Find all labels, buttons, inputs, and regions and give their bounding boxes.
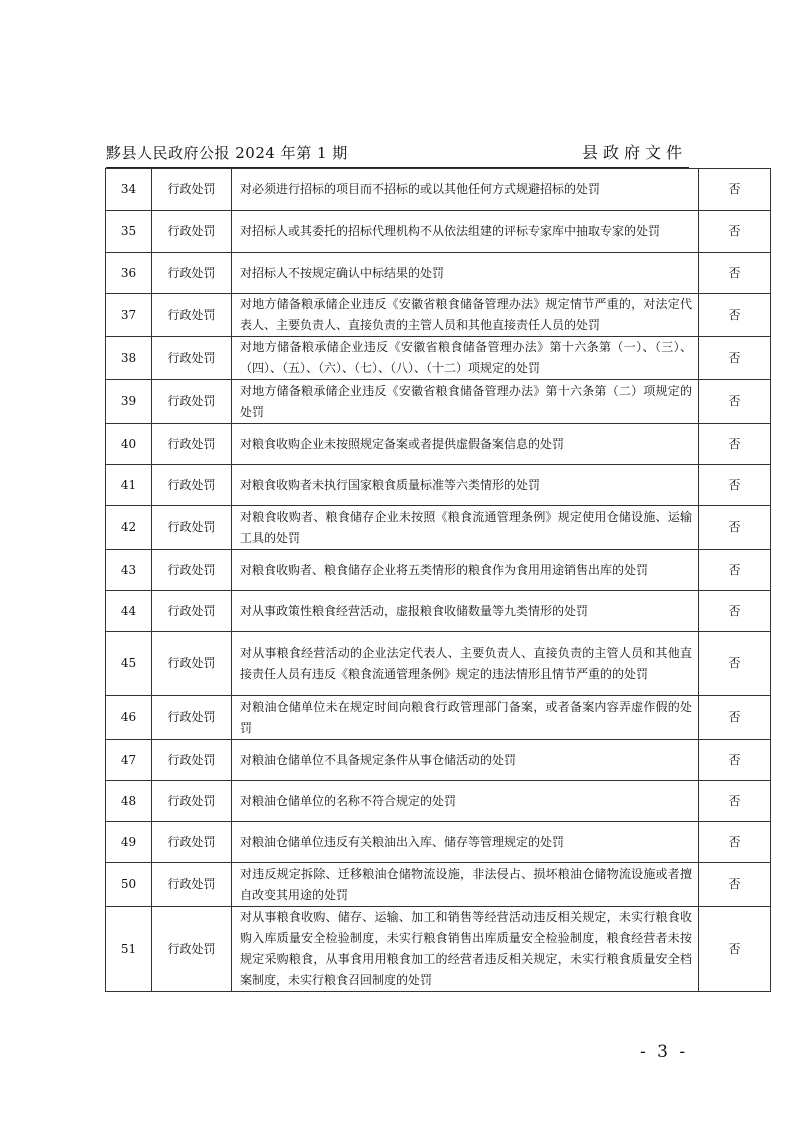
- row-type: 行政处罚: [152, 907, 232, 992]
- row-type: 行政处罚: [152, 294, 232, 337]
- row-description: 对粮食收购企业未按照规定备案或者提供虚假备案信息的处罚: [232, 424, 699, 465]
- row-flag: 否: [699, 294, 771, 337]
- row-description: 对粮油仓储单位不具备规定条件从事仓储活动的处罚: [232, 740, 699, 781]
- row-number: 41: [106, 465, 152, 506]
- row-description: 对粮油仓储单位的名称不符合规定的处罚: [232, 781, 699, 822]
- row-number: 44: [106, 591, 152, 632]
- row-number: 34: [106, 169, 152, 211]
- table-row: [106, 253, 771, 294]
- row-flag: 否: [699, 424, 771, 465]
- row-description: 对从事政策性粮食经营活动，虚报粮食收储数量等九类情形的处罚: [232, 591, 699, 632]
- row-flag: 否: [699, 591, 771, 632]
- row-description: 对招标人或其委托的招标代理机构不从依法组建的评标专家库中抽取专家的处罚: [232, 211, 699, 253]
- table-row: [106, 822, 771, 863]
- row-number: 35: [106, 211, 152, 253]
- row-description: 对地方储备粮承储企业违反《安徽省粮食储备管理办法》规定情节严重的，对法定代表人、主要负责人、直接负责的主管人员和其他直接责任人员的处罚: [232, 294, 699, 337]
- page-header: [106, 141, 689, 168]
- row-type: 行政处罚: [152, 253, 232, 294]
- row-number: 38: [106, 337, 152, 380]
- section-title: 县政府文件: [581, 143, 687, 162]
- table-row: [106, 740, 771, 781]
- row-flag: 否: [699, 169, 771, 211]
- table-row: [106, 696, 771, 740]
- row-type: 行政处罚: [152, 550, 232, 591]
- table-row: [106, 211, 771, 253]
- row-flag: 否: [699, 781, 771, 822]
- table-row: [106, 550, 771, 591]
- row-type: 行政处罚: [152, 424, 232, 465]
- table-row: [106, 506, 771, 550]
- row-number: 36: [106, 253, 152, 294]
- row-flag: 否: [699, 740, 771, 781]
- row-type: 行政处罚: [152, 337, 232, 380]
- table-row: [106, 380, 771, 424]
- row-flag: 否: [699, 211, 771, 253]
- row-type: 行政处罚: [152, 380, 232, 424]
- penalty-table: [105, 168, 771, 992]
- row-number: 43: [106, 550, 152, 591]
- row-description: 对地方储备粮承储企业违反《安徽省粮食储备管理办法》第十六条第（二）项规定的处罚: [232, 380, 699, 424]
- row-type: 行政处罚: [152, 696, 232, 740]
- row-type: 行政处罚: [152, 822, 232, 863]
- row-description: 对地方储备粮承储企业违反《安徽省粮食储备管理办法》第十六条第（一）、（三）、（四）、（五）、（六）、（七）、（八）、（十二）项规定的处罚: [232, 337, 699, 380]
- row-description: 对粮油仓储单位未在规定时间向粮食行政管理部门备案，或者备案内容弄虚作假的处罚: [232, 696, 699, 740]
- row-description: 对粮食收购者、粮食储存企业未按照《粮食流通管理条例》规定使用仓储设施、运输工具的处罚: [232, 506, 699, 550]
- row-number: 42: [106, 506, 152, 550]
- table-row: [106, 294, 771, 337]
- table-row: [106, 465, 771, 506]
- row-number: 46: [106, 696, 152, 740]
- row-type: 行政处罚: [152, 506, 232, 550]
- table-row: [106, 591, 771, 632]
- row-description: 对招标人不按规定确认中标结果的处罚: [232, 253, 699, 294]
- row-description: 对必须进行招标的项目而不招标的或以其他任何方式规避招标的处罚: [232, 169, 699, 211]
- row-number: 47: [106, 740, 152, 781]
- row-type: 行政处罚: [152, 465, 232, 506]
- row-type: 行政处罚: [152, 591, 232, 632]
- row-type: 行政处罚: [152, 863, 232, 907]
- table-row: [106, 424, 771, 465]
- row-description: 对违反规定拆除、迁移粮油仓储物流设施，非法侵占、损坏粮油仓储物流设施或者擅自改变其用途的处罚: [232, 863, 699, 907]
- row-flag: 否: [699, 380, 771, 424]
- row-number: 37: [106, 294, 152, 337]
- row-type: 行政处罚: [152, 740, 232, 781]
- row-number: 48: [106, 781, 152, 822]
- row-flag: 否: [699, 822, 771, 863]
- row-flag: 否: [699, 253, 771, 294]
- row-description: 对粮油仓储单位违反有关粮油出入库、储存等管理规定的处罚: [232, 822, 699, 863]
- row-flag: 否: [699, 465, 771, 506]
- page-number: - 3 -: [640, 1042, 689, 1062]
- row-flag: 否: [699, 696, 771, 740]
- gazette-title: 黟县人民政府公报 2024 年第 1 期: [106, 144, 348, 162]
- row-number: 51: [106, 907, 152, 992]
- row-flag: 否: [699, 632, 771, 696]
- row-description: 对从事粮食经营活动的企业法定代表人、主要负责人、直接负责的主管人员和其他直接责任人员有违反《粮食流通管理条例》规定的违法情形且情节严重的的处罚: [232, 632, 699, 696]
- row-number: 40: [106, 424, 152, 465]
- row-number: 45: [106, 632, 152, 696]
- row-flag: 否: [699, 907, 771, 992]
- table-row: [106, 632, 771, 696]
- row-number: 49: [106, 822, 152, 863]
- row-description: 对粮食收购者、粮食储存企业将五类情形的粮食作为食用用途销售出库的处罚: [232, 550, 699, 591]
- row-flag: 否: [699, 863, 771, 907]
- row-type: 行政处罚: [152, 632, 232, 696]
- row-flag: 否: [699, 550, 771, 591]
- row-description: 对从事粮食收购、储存、运输、加工和销售等经营活动违反相关规定，未实行粮食收购入库质量安全检验制度，未实行粮食销售出库质量安全检验制度，粮食经营者未按规定采购粮食，从事食用用粮食加工的经营者违反相关规定，未实行粮食质量安全档案制度，未实行粮食召回制度的处罚: [232, 907, 699, 992]
- row-type: 行政处罚: [152, 211, 232, 253]
- row-description: 对粮食收购者未执行国家粮食质量标准等六类情形的处罚: [232, 465, 699, 506]
- row-flag: 否: [699, 337, 771, 380]
- table-row: [106, 337, 771, 380]
- row-number: 39: [106, 380, 152, 424]
- table-row: [106, 907, 771, 992]
- table-row: [106, 781, 771, 822]
- row-type: 行政处罚: [152, 169, 232, 211]
- table-row: [106, 863, 771, 907]
- row-flag: 否: [699, 506, 771, 550]
- table-row: [106, 169, 771, 211]
- row-type: 行政处罚: [152, 781, 232, 822]
- row-number: 50: [106, 863, 152, 907]
